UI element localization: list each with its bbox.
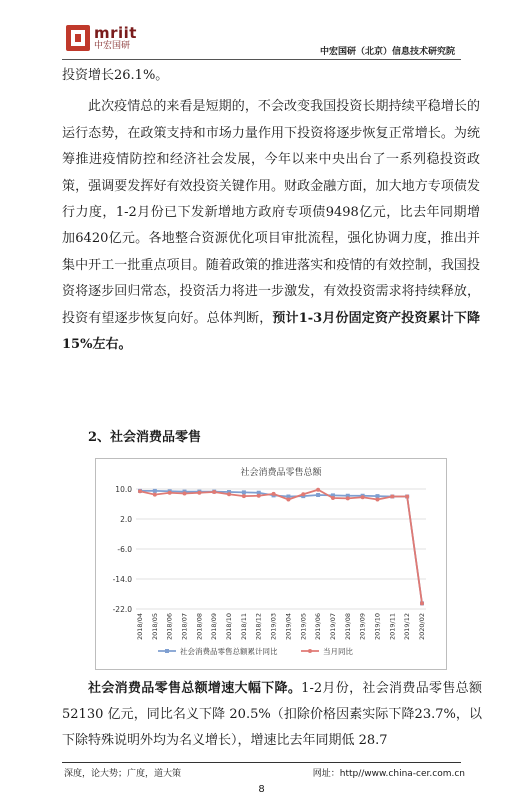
x-tick-label: 2019/12 <box>403 613 412 641</box>
y-tick-label: -22.0 <box>112 605 132 614</box>
x-tick-label: 2019/05 <box>299 613 308 641</box>
x-tick-label: 2019/09 <box>358 613 367 641</box>
y-tick-label: 2.0 <box>120 515 132 524</box>
footer-website: 网址：http//www.china-cer.com.cn <box>312 769 465 779</box>
footer-divider <box>62 762 461 763</box>
series-point <box>153 493 157 497</box>
chart-title: 社会消费品零售总额 <box>240 468 322 478</box>
series-point <box>183 492 187 496</box>
legend-marker <box>308 649 312 653</box>
x-tick-label: 2018/05 <box>150 613 159 641</box>
series-point <box>197 491 201 495</box>
series-point <box>257 494 261 498</box>
logo-english: mriit <box>94 23 137 42</box>
series-point <box>168 491 172 495</box>
x-tick-label: 2018/06 <box>165 613 174 641</box>
x-tick-label: 2019/10 <box>373 613 382 641</box>
x-tick-label: 2018/12 <box>254 613 263 641</box>
paragraph-retail-lead: 社会消费品零售总额增速大幅下降。 <box>88 681 302 696</box>
logo-mark-icon <box>66 25 90 51</box>
retail-sales-chart <box>95 458 447 670</box>
x-tick-label: 2019/03 <box>269 613 278 641</box>
legend-label: 社会消费品零售总额累计同比 <box>180 647 278 656</box>
x-tick-label: 2018/10 <box>225 613 234 641</box>
x-tick-label: 2018/07 <box>180 613 189 641</box>
x-tick-label: 2018/11 <box>239 613 248 641</box>
paragraph-retail <box>62 676 482 754</box>
y-tick-label: 10.0 <box>115 485 132 494</box>
series-point <box>272 492 276 496</box>
legend-marker <box>165 649 169 653</box>
series-point <box>301 492 305 496</box>
x-tick-label: 2019/11 <box>388 613 397 641</box>
paragraph-investment-conclusion: 预计1-3月份固定资产投资累计下降15%左右。 <box>62 310 480 353</box>
series-line <box>140 491 422 604</box>
x-tick-label: 2018/09 <box>210 613 219 641</box>
series-point <box>346 496 350 500</box>
series-point <box>153 489 157 493</box>
logo <box>66 24 137 52</box>
series-point <box>316 488 320 492</box>
header-divider <box>62 59 461 60</box>
x-tick-label: 2020/02 <box>418 613 426 641</box>
series-point <box>286 498 290 502</box>
series-point <box>420 601 424 605</box>
series-point <box>331 496 335 500</box>
paragraph-retail-text: 1-2月份，社会消费品零售总额 52130 亿元，同比名义下降 20.5%（扣除价格因素实际下降23.7%，以下除特殊说明外均为名义增长），增速比去年同期低 28.7 <box>62 681 482 748</box>
series-point <box>212 490 216 494</box>
x-tick-label: 2018/08 <box>195 613 204 641</box>
legend-label: 当月同比 <box>323 647 353 656</box>
y-tick-label: -6.0 <box>117 545 132 554</box>
series-point <box>375 498 379 502</box>
series-point <box>138 489 142 493</box>
continued-line: 投资增长26.1%。 <box>62 68 169 83</box>
y-tick-label: -14.0 <box>112 575 132 584</box>
organization-name: 中宏国研（北京）信息技术研究院 <box>319 47 455 57</box>
series-point <box>361 495 365 499</box>
x-tick-label: 2019/08 <box>343 613 352 641</box>
section-heading: 2、社会消费品零售 <box>88 430 202 445</box>
footer-slogan: 深度，论大势；广度，道大策 <box>64 769 182 779</box>
series-point <box>242 494 246 498</box>
series-point <box>390 495 394 499</box>
series-point <box>405 495 409 499</box>
page-header <box>0 0 523 62</box>
x-tick-label: 2019/06 <box>314 613 323 641</box>
paragraph-investment-text: 此次疫情总的来看是短期的，不会改变我国投资长期持续平稳增长的运行态势，在政策支持和市场力量作用下投资将逐步恢复正常增长。为统筹推进疫情防控和经济社会发展，今年以来中央出台了一系列稳投资政策，强调要发挥好有效投资关键作用。财政金融方面，加大地方专项债发行力度，1-2月份已下发新增地方政府专项债9498亿元，比去年同期增加6420亿元。各地整合资源优化项目审批流程，强化协调力度，推出并集中开工一批重点项目。随着政策的推进落实和疫情的有效控制，我国投资将逐步回归常态，投资活力将进一步激发，有效投资需求将持续释放，投资有望逐步恢复向好。总体判断， <box>62 99 480 326</box>
logo-chinese: 中宏国研 <box>94 40 131 51</box>
body-text-top <box>62 63 480 358</box>
series-point <box>316 493 320 497</box>
page-number: 8 <box>258 784 265 795</box>
series-point <box>227 492 231 496</box>
x-tick-label: 2019/04 <box>284 613 293 641</box>
paragraph-investment <box>62 94 480 358</box>
x-tick-label: 2018/04 <box>136 613 144 641</box>
series-point <box>242 490 246 494</box>
x-tick-label: 2019/07 <box>328 613 337 641</box>
chart-canvas <box>96 459 446 669</box>
series-line <box>140 490 422 604</box>
